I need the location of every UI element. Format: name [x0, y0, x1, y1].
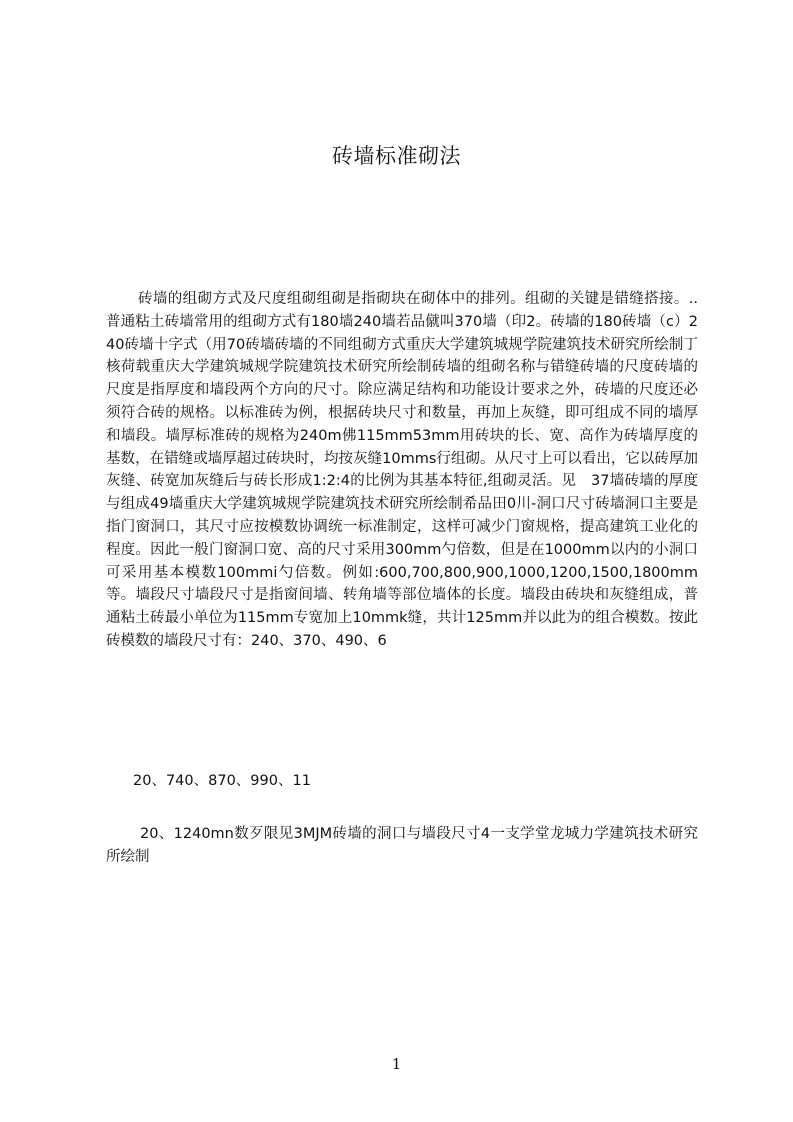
page-number: 1	[391, 1055, 402, 1073]
body-paragraph-caption: 20、1240mn数歹限见3MJM砖墙的洞口与墙段尺寸4一支学堂龙城力学建筑技术研究所绘制	[106, 826, 698, 865]
document-title: 砖墙标准砌法	[332, 144, 461, 168]
body-paragraph-main: 砖墙的组砌方式及尺度组砌组砌是指砌块在砌体中的排列。组砌的关键是错缝搭接。..普通粘土砖墙常用的组砌方式有180墙240墙若品僦叫370墙（印2。砖墙的180砖墙（c）240砖墙十字式（用70砖墙砖墙的不同组砌方式重庆大学建筑城规学院建筑技术研究所绘制丁核荷载重庆大学建筑城规学院建筑技术研究所绘制砖墙的组砌名称与错缝砖墙的尺度砖墙的尺度是指厚度和墙段两个方向的尺寸。除应满足结构和功能设计要求之外，砖墙的尺度还必须符合砖的规格。以标准砖为例，根据砖块尺寸和数量，再加上灰缝，即可组成不同的墙厚和墙段。墙厚标准砖的规格为240m佛115mm53mm用砖块的长、宽、高作为砖墙厚度的基数，在错缝或墙厚超过砖块时，均按灰缝10mms行组砌。从尺寸上可以看出，它以砖厚加灰缝、砖宽加灰缝后与砖长形成1:2:4的比例为其基本特征,组砌灵活。见 37墙砖墙的厚度与组成49墙重庆大学建筑城规学院建筑技术研究所绘制希品田0川-洞口尺寸砖墙洞口主要是指门窗洞口，其尺寸应按模数协调统一标准制定，这样可减少门窗规格，提高建筑工业化的程度。因此一般门窗洞口宽、高的尺寸采用300mm勺倍数，但是在1000mm以内的小洞口可采用基本模数100mmi勺倍数。例如:600,700,800,900,1000,1200,1500,1800mm等。墙段尺寸墙段尺寸是指窗间墙、转角墙等部位墙体的长度。墙段由砖块和灰缝组成，普通粘土砖最小单位为115mm专宽加上10mmk缝，共计125mm并以此为的组合模数。按此砖模数的墙段尺寸有：240、370、490、6	[106, 291, 698, 649]
body-paragraph-continuation: 20、740、870、990、11	[133, 773, 311, 789]
